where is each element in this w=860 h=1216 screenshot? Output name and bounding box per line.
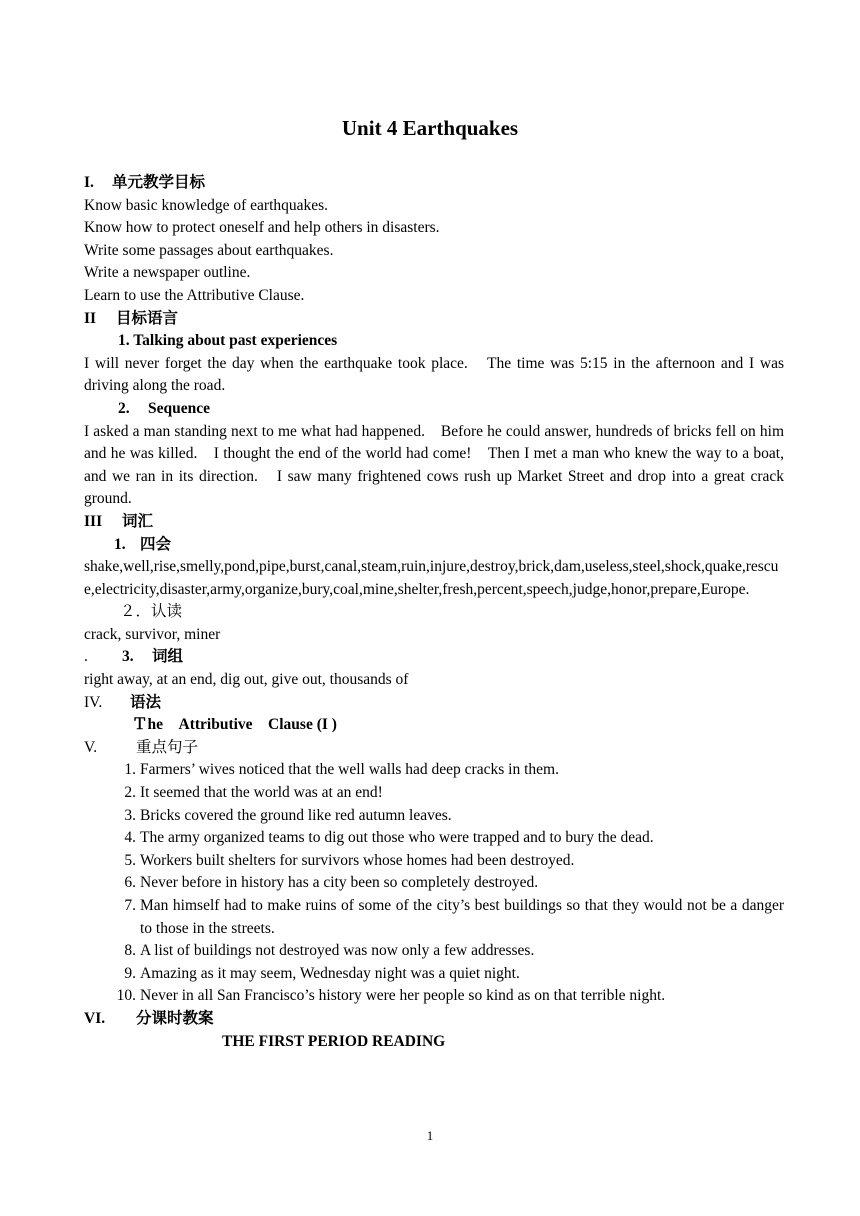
sentence-number: 10.: [116, 987, 136, 1005]
sentence-number: 3.: [124, 806, 136, 824]
section-1-number: I.: [84, 174, 94, 191]
sentence-text: Never in all San Francisco’s history were her people so kind as on that terrible night.: [140, 987, 666, 1005]
key-sentence: [84, 895, 784, 940]
subheading-past-experiences: 1. Talking about past experiences: [118, 332, 338, 350]
section-6-number: VI.: [84, 1009, 106, 1027]
section-1-heading: [84, 172, 784, 195]
section-2-heading: [84, 308, 784, 331]
section-3-number: III: [84, 512, 103, 530]
section-3-title: 词汇: [122, 512, 154, 530]
goal-item: Learn to use the Attributive Clause.: [84, 286, 305, 304]
section-5-title: 重点句子: [136, 738, 199, 756]
key-sentence: [84, 872, 784, 895]
goal-item: Write some passages about earthquakes.: [84, 241, 334, 259]
key-sentence: [84, 963, 784, 986]
section-6-heading: [84, 1008, 784, 1031]
page-number: 1: [426, 1128, 434, 1143]
goal-item: Know basic knowledge of earthquakes.: [84, 196, 329, 214]
section-4-heading: [84, 692, 784, 715]
sentence-number: 5.: [124, 851, 136, 869]
sentence-text: Amazing as it may seem, Wednesday night was a quiet night.: [140, 964, 520, 982]
sentence-number: 4.: [124, 829, 136, 847]
key-sentence: [84, 805, 784, 828]
subheading-sequence: [84, 398, 784, 421]
sentence-text: Man himself had to make ruins of some of the city’s best buildings so that they would not be a danger to those in the streets.: [140, 897, 784, 937]
sentence-text: Farmers’ wives noticed that the well walls had deep cracks in them.: [140, 761, 559, 779]
four-skills-label: 四会: [140, 535, 172, 553]
sequence-label: Sequence: [148, 399, 210, 417]
sentence-number: 1.: [124, 761, 136, 779]
subheading-recognition: ２．认读: [120, 603, 183, 621]
goal-item: Know how to protect oneself and help others in disasters.: [84, 219, 440, 237]
sentence-text: Never before in history has a city been so completely destroyed.: [140, 874, 539, 892]
sentence-text: The army organized teams to dig out those who were trapped and to bury the dead.: [140, 829, 654, 847]
sequence-number: 2.: [118, 399, 130, 417]
subheading-four-skills: [84, 534, 784, 557]
section-6-title: 分课时教案: [136, 1009, 214, 1027]
section-4-number: IV.: [84, 693, 103, 711]
vocabulary-list-recognition: crack, survivor, miner: [84, 625, 221, 643]
document-body: [84, 172, 784, 1053]
key-sentence: [84, 759, 784, 782]
four-skills-number: 1.: [114, 535, 126, 553]
key-sentence: [84, 985, 784, 1008]
paragraph-sequence: I asked a man standing next to me what had happened. Before he could answer, hundreds of bricks fell on him and he was killed. I thought the end of the world had come! Then I met a man who knew the way to a boat, and we ran in its direction. I saw many frightened cows rush up Market Street and drop into a great crack ground.: [84, 422, 784, 508]
sentence-number: 8.: [124, 942, 136, 960]
phrase-list: right away, at an end, dig out, give out, thousands of: [84, 671, 409, 689]
section-3-heading: [84, 511, 784, 534]
key-sentence-list: [84, 759, 784, 1008]
sentence-number: 6.: [124, 874, 136, 892]
vocabulary-list-active: shake,well,rise,smelly,pond,pipe,burst,canal,steam,ruin,injure,destroy,brick,dam,useless,steel,shock,quake,rescue,electricity,disaster,army,organize,bury,coal,mine,shelter,fresh,percent,speech,judge,honor,prepare,Europe.: [84, 558, 779, 598]
sentence-text: Bricks covered the ground like red autumn leaves.: [140, 806, 452, 824]
sentence-number: 7.: [124, 897, 136, 914]
phrases-prefix: .: [84, 648, 88, 666]
section-2-number: II: [84, 309, 97, 327]
period-title: THE FIRST PERIOD READING: [222, 1032, 446, 1050]
section-1-title: 单元教学目标: [112, 174, 206, 191]
subheading-phrases: [84, 646, 784, 669]
paragraph-past-experiences: I will never forget the day when the earthquake took place. The time was 5:15 in the afternoon and I was driving along the road.: [84, 354, 784, 395]
sentence-text: It seemed that the world was at an end!: [140, 784, 383, 802]
key-sentence: [84, 850, 784, 873]
sentence-text: Workers built shelters for survivors whose homes had been destroyed.: [140, 851, 575, 869]
section-4-title: 语法: [130, 693, 162, 711]
sentence-text: A list of buildings not destroyed was now only a few addresses.: [140, 942, 535, 960]
key-sentence: [84, 940, 784, 963]
sentence-number: 2.: [124, 784, 136, 802]
key-sentence: [84, 827, 784, 850]
page-title: Unit 4 Earthquakes: [341, 116, 519, 140]
key-sentence: [84, 782, 784, 805]
grammar-topic: Ｔhe Attributive Clause (I ): [132, 716, 337, 734]
goal-item: Write a newspaper outline.: [84, 264, 251, 282]
sentence-number: 9.: [124, 964, 136, 982]
section-5-number: V.: [84, 738, 98, 756]
phrases-label: 词组: [152, 648, 184, 666]
section-2-title: 目标语言: [116, 309, 179, 327]
phrases-number: 3.: [122, 648, 134, 666]
section-5-heading: [84, 737, 784, 760]
